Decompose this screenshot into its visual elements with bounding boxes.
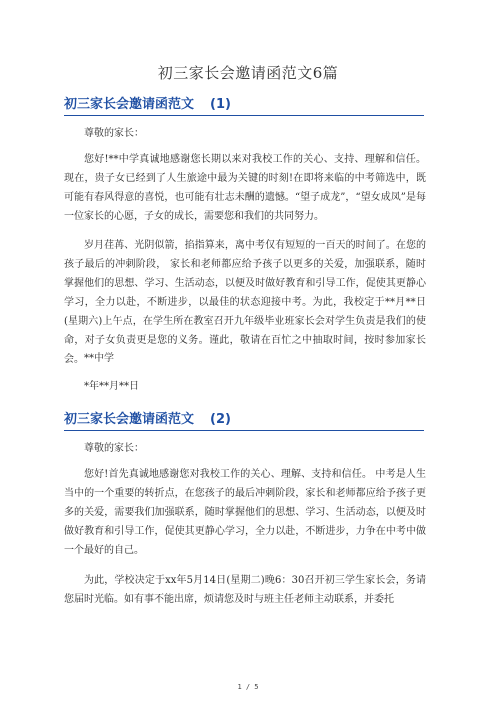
section-heading-text: 初三家长会邀请函范文 [64, 412, 195, 427]
body-paragraph: 您好!**中学真诚地感谢您长期以来对我校工作的关心、支持、理解和信任。现在，贵子女已经到了人生旅途中最为关键的时刻!在即将来临的中考筛选中，既可能有春风得意的喜悦，也可能有壮志未酬的遗憾。“望子成龙”，“望女成凤”是每一位家长的心愿，子女的成长，需要您和我们的共同努力。 [64, 154, 426, 222]
body-paragraph: 为此，学校决定于xx年5月14日(星期二)晚6：30召开初三学生家长会，务请您届时光临。如有事不能出席，烦请您及时与班主任老师主动联系，并委托 [64, 575, 426, 605]
section-heading-2 [64, 412, 424, 431]
salutation: 尊敬的家长： [84, 443, 144, 454]
body-paragraph: 您好!首先真诚地感谢您对我校工作的关心、理解、支持和信任。 中考是人生当中的一个重要的转折点，在您孩子的最后冲刺阶段，家长和老师都应给予孩子更多的关爱，需要我们加强联系，随时掌握他们的思想、学习、生活动态，以便及时做好教育和引导工作，促使其更静心学习，全力以赴，不断进步，力争在中考中做一个最好的自己。 [64, 469, 426, 556]
section-heading-number: (2) [210, 412, 231, 427]
section-heading-number: (1) [210, 97, 231, 112]
document-title: 初三家长会邀请函范文6篇 [157, 64, 339, 82]
page-number: 1 / 5 [237, 683, 259, 691]
section-heading-text: 初三家长会邀请函范文 [64, 97, 195, 112]
salutation: 尊敬的家长： [84, 128, 144, 139]
body-paragraph: 岁月荏苒、光阴似箭，掐指算来，离中考仅有短短的一百天的时间了。在您的孩子最后的冲刺阶段， 家长和老师都应给予孩子以更多的关爱，加强联系，随时掌握他们的思想、学习、生活动态，以便及时做好教育和引导工作，促使其更静心学习，全力以赴，不断进步，以最佳的状态迎接中考。为此，我校定于**月**日(星期六)上午点，在学生所在教室召开九年级毕业班家长会对学生负责是我们的使命，对子女负责更是您的义务。谨此，敬请在百忙之中抽取时间，按时参加家长会。 [64, 240, 426, 365]
section-heading-1 [64, 97, 424, 116]
signature-date: *年**月**日 [84, 381, 139, 392]
signature-school: **中学 [84, 353, 114, 364]
